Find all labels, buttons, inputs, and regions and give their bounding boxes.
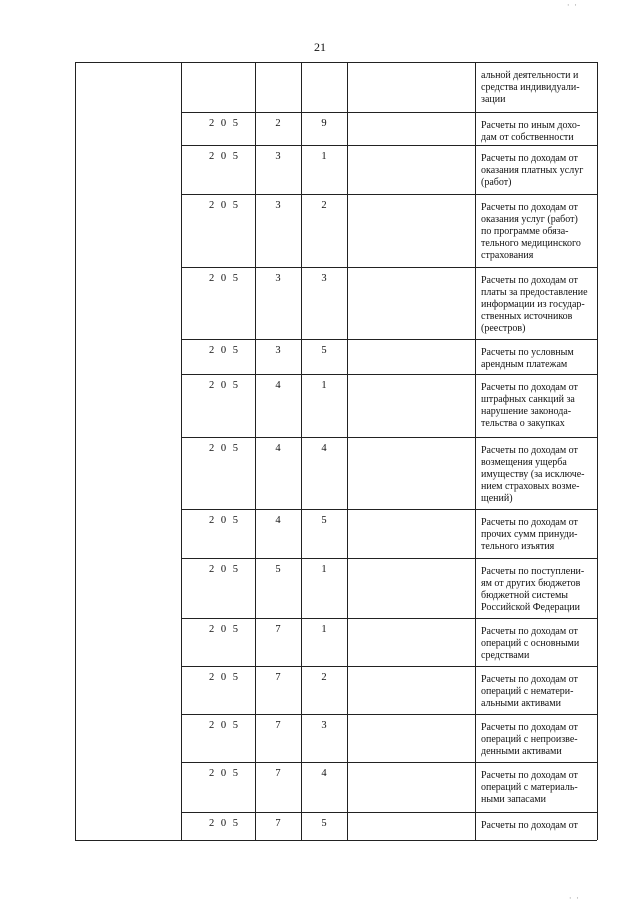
table-row-line (181, 437, 597, 438)
code-cell: 2 0 5 (209, 720, 240, 731)
group-cell: 3 (275, 200, 281, 211)
subgroup-cell: 5 (321, 345, 327, 356)
table-row-line (181, 339, 597, 340)
description-cell: Расчеты по доходам от операций с основными средствами (481, 626, 580, 661)
corner-mark-top: · · (566, 0, 578, 10)
group-cell: 4 (275, 380, 281, 391)
group-cell: 3 (275, 273, 281, 284)
code-cell: 2 0 5 (209, 443, 240, 454)
subgroup-cell: 5 (321, 515, 327, 526)
group-cell: 7 (275, 720, 281, 731)
subgroup-cell: 4 (321, 768, 327, 779)
description-cell: Расчеты по доходам от оказания услуг (работ) по программе обяза- тельного медицинского страхования (481, 202, 581, 261)
group-cell: 4 (275, 443, 281, 454)
page-number: 21 (314, 40, 326, 54)
group-cell: 3 (275, 345, 281, 356)
table-row-line (181, 194, 597, 195)
subgroup-cell: 3 (321, 273, 327, 284)
description-cell: Расчеты по доходам от прочих сумм принуди- тельного изъятия (481, 517, 578, 552)
description-cell: Расчеты по доходам от (481, 820, 578, 831)
description-cell: Расчеты по доходам от штрафных санкций за нарушение законода- тельства о закупках (481, 382, 578, 429)
code-cell: 2 0 5 (209, 118, 240, 129)
table-column-line (181, 62, 182, 840)
table-row-line (181, 666, 597, 667)
table-row-line (181, 618, 597, 619)
group-cell: 7 (275, 672, 281, 683)
subgroup-cell: 3 (321, 720, 327, 731)
table-row-line (181, 374, 597, 375)
code-cell: 2 0 5 (209, 818, 240, 829)
table-column-line (75, 62, 76, 840)
code-cell: 2 0 5 (209, 564, 240, 575)
group-cell: 7 (275, 818, 281, 829)
code-cell: 2 0 5 (209, 273, 240, 284)
description-cell: Расчеты по иным дохо- дам от собственности (481, 120, 581, 143)
description-cell: альной деятельности и средства индивидуали- зации (481, 70, 580, 105)
table-row-line (181, 714, 597, 715)
code-cell: 2 0 5 (209, 380, 240, 391)
description-cell: Расчеты по доходам от операций с материаль- ными запасами (481, 770, 578, 805)
description-cell: Расчеты по доходам от оказания платных услуг (работ) (481, 153, 584, 188)
table-row-line (75, 62, 597, 63)
group-cell: 5 (275, 564, 281, 575)
table-column-line (597, 62, 598, 840)
description-cell: Расчеты по условным арендным платежам (481, 347, 574, 370)
group-cell: 4 (275, 515, 281, 526)
subgroup-cell: 2 (321, 672, 327, 683)
subgroup-cell: 9 (321, 118, 327, 129)
subgroup-cell: 2 (321, 200, 327, 211)
code-cell: 2 0 5 (209, 200, 240, 211)
table-column-line (475, 62, 476, 840)
table-row-line (181, 112, 597, 113)
code-cell: 2 0 5 (209, 515, 240, 526)
description-cell: Расчеты по поступлени- ям от других бюджетов бюджетной системы Российской Федерации (481, 566, 585, 613)
group-cell: 3 (275, 151, 281, 162)
subgroup-cell: 1 (321, 624, 327, 635)
table-row-line (75, 840, 597, 841)
table-row-line (181, 812, 597, 813)
subgroup-cell: 1 (321, 151, 327, 162)
corner-mark-bottom: · · (568, 893, 580, 903)
table-row-line (181, 267, 597, 268)
code-cell: 2 0 5 (209, 672, 240, 683)
description-cell: Расчеты по доходам от платы за предоставление информации из государ- ственных источников (реестров) (481, 275, 588, 334)
subgroup-cell: 5 (321, 818, 327, 829)
table-row-line (181, 509, 597, 510)
code-cell: 2 0 5 (209, 624, 240, 635)
group-cell: 7 (275, 768, 281, 779)
table-row-line (181, 762, 597, 763)
table-row-line (181, 558, 597, 559)
description-cell: Расчеты по доходам от операций с непроизве- денными активами (481, 722, 578, 757)
subgroup-cell: 1 (321, 380, 327, 391)
table-column-line (255, 62, 256, 840)
code-cell: 2 0 5 (209, 768, 240, 779)
subgroup-cell: 4 (321, 443, 327, 454)
table-row-line (181, 145, 597, 146)
description-cell: Расчеты по доходам от возмещения ущерба имуществу (за исключе- нием страховых возме- щений) (481, 445, 585, 504)
table-column-line (301, 62, 302, 840)
table-column-line (347, 62, 348, 840)
subgroup-cell: 1 (321, 564, 327, 575)
accounts-table (75, 62, 597, 840)
description-cell: Расчеты по доходам от операций с нематери- альными активами (481, 674, 578, 709)
code-cell: 2 0 5 (209, 151, 240, 162)
group-cell: 7 (275, 624, 281, 635)
group-cell: 2 (275, 118, 281, 129)
code-cell: 2 0 5 (209, 345, 240, 356)
